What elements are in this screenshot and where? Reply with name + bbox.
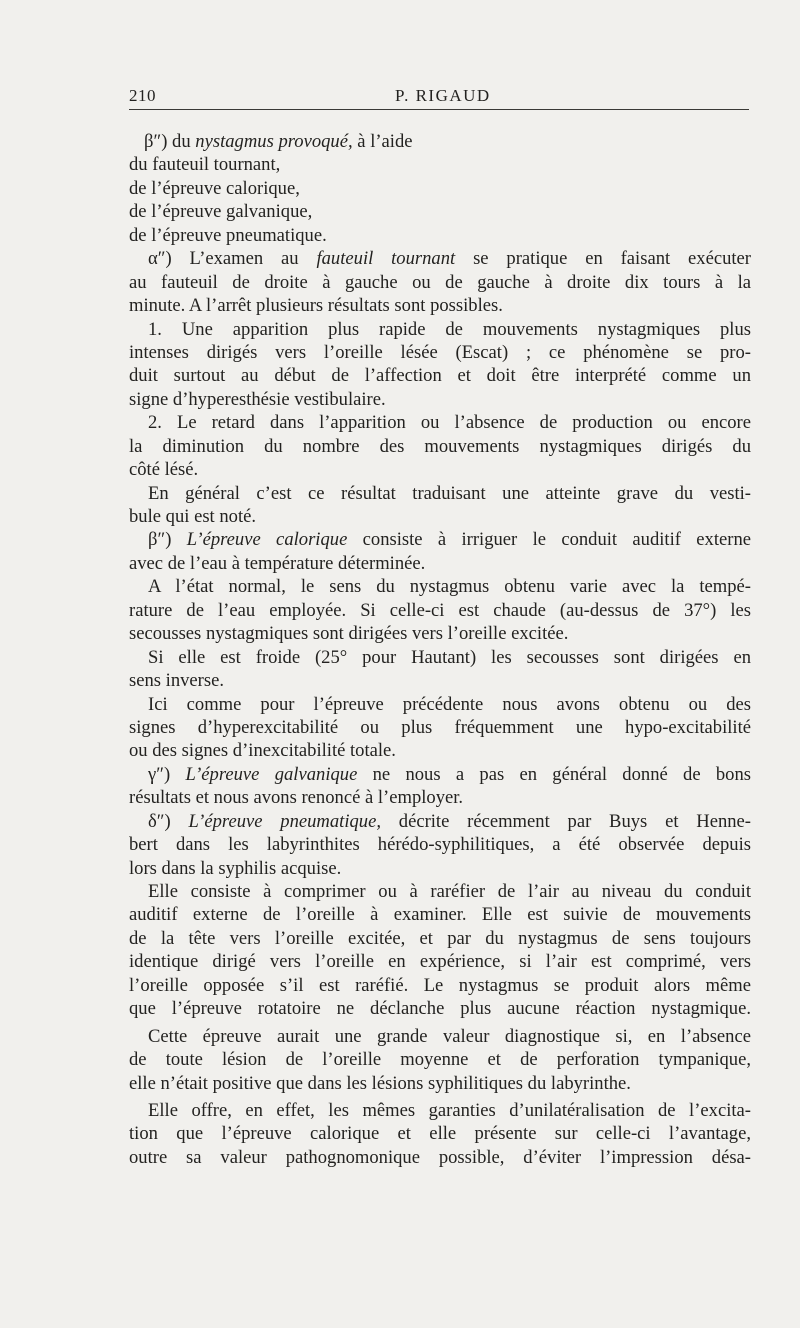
text-run: Ici comme pour l’épreuve précédente nous avons obtenu ou des [148,693,751,715]
text-line [129,1048,751,1071]
text-run: γ″) [148,763,186,785]
text-run: avec de l’eau à température déterminée. [129,552,426,574]
text-run: de toute lésion de l’oreille moyenne et de perforation tympanique, [129,1049,751,1071]
text-run: Elle consiste à comprimer ou à raréfier de l’air au niveau du conduit [148,881,751,902]
text-line [129,130,751,153]
text-line [129,341,751,364]
text-line [129,716,751,739]
text-run: consiste à irriguer le conduit auditif externe [347,529,751,551]
paragraph [129,880,751,1021]
text-run: résultats et nous avons renoncé à l’employer. [129,787,464,809]
text-line [129,857,751,880]
paragraph [129,1099,751,1169]
text-run: de l’épreuve galvanique, [129,201,313,223]
text-run: Si elle est froide (25° pour Hautant) les secousses sont dirigées en [148,646,751,668]
text-line [129,153,751,176]
text-line [129,1099,751,1122]
text-line [129,739,751,762]
text-run: Cette épreuve aurait une grande valeur diagnostique si, en l’absence [148,1025,751,1047]
paragraph [129,482,751,529]
text-line [129,903,751,926]
text-line [129,693,751,716]
text-line [129,271,751,294]
paragraph [129,247,751,317]
text-run: secousses nystagmiques sont dirigées vers l’oreille excitée. [129,623,569,645]
text-line [129,763,751,786]
text-run: au fauteuil de droite à gauche ou de gauche à droite dix tours à la [129,271,751,293]
text-line [129,364,751,387]
text-run: tion que l’épreuve calorique et elle présente sur celle-ci l’avantage, [129,1123,751,1145]
text-line [129,950,751,973]
text-run: β″) du [144,131,196,152]
text-line [129,411,751,434]
text-line [129,1025,751,1048]
paragraph [129,646,751,693]
text-run: décrite récemment par Buys et Henne- [380,810,751,832]
text-run: sens inverse. [129,670,225,692]
text-run: côté lésé. [129,459,199,481]
paragraph [129,1025,751,1095]
paragraph [129,130,751,247]
running-head-author: P. RIGAUD [395,86,491,105]
text-run: outre sa valeur pathognomonique possible, d’éviter l’impression désa- [129,1146,751,1168]
paragraph [129,763,751,810]
text-run: identique dirigé vers l’oreille en expérience, si l’air est comprimé, vers [129,951,751,973]
text-line [129,1122,751,1145]
page-number: 210 [129,86,156,105]
text-run: A l’état normal, le sens du nystagmus obtenu varie avec la tempé- [148,576,751,598]
text-run: bert dans les labyrinthites hérédo-syphilitiques, a été observée depuis [129,834,751,856]
text-line [129,974,751,997]
text-line [129,880,751,903]
text-line [129,599,751,622]
text-line [129,786,751,809]
text-run: ne nous a pas en général donné de bons [357,763,751,785]
text-line [129,528,751,551]
text-run: ou des signes d’inexcitabilité totale. [129,740,396,762]
text-run: 1. Une apparition plus rapide de mouvements nystagmiques plus [148,318,751,340]
text-line [129,318,751,341]
text-line [129,247,751,270]
text-run: de l’épreuve calorique, [129,177,300,199]
italic-term: fauteuil tournant [316,248,456,270]
text-run: se pratique en faisant exécuter [455,248,751,270]
running-header [129,83,749,110]
italic-term: L’épreuve pneumatique, [188,810,381,832]
text-run: 2. Le retard dans l’apparition ou l’absence de production ou encore [148,412,751,434]
paragraph [129,575,751,645]
text-line [129,482,751,505]
text-run: lors dans la syphilis acquise. [129,857,342,879]
italic-term: L’épreuve galvanique [185,763,358,785]
text-run: duit surtout au début de l’affection et doit être interprété comme un [129,365,751,387]
text-line [129,435,751,458]
text-line [129,505,751,528]
text-run: signes d’hyperexcitabilité ou plus fréquemment une hypo-excitabilité [129,716,751,738]
text-line [129,388,751,411]
paragraph [129,528,751,575]
text-run: auditif externe de l’oreille à examiner. Elle est suivie de mouvements [129,904,751,926]
text-run: de la tête vers l’oreille excitée, et par du nystagmus de sens toujours [129,927,751,949]
text-line [129,622,751,645]
text-run: minute. A l’arrêt plusieurs résultats sont possibles. [129,295,503,317]
paragraph [129,810,751,880]
text-line [129,669,751,692]
text-run: intenses dirigés vers l’oreille lésée (Escat) ; ce phénomène se pro- [129,341,751,363]
text-run: α″) L’examen au [148,248,317,270]
text-run: En général c’est ce résultat traduisant une atteinte grave du vesti- [148,482,751,504]
text-run: elle n’était positive que dans les lésions syphilitiques du labyrinthe. [129,1072,631,1094]
text-run: que l’épreuve rotatoire ne déclanche plus aucune réaction nystagmique. [129,998,751,1020]
text-line [129,646,751,669]
text-run: à l’aide [352,131,413,152]
text-line [129,927,751,950]
text-run: de l’épreuve pneumatique. [129,224,327,246]
text-run: δ″) [148,810,189,832]
text-line [129,458,751,481]
text-run: l’oreille opposée s’il est raréfié. Le nystagmus se produit alors même [129,974,751,996]
text-run: la diminution du nombre des mouvements nystagmiques dirigés du [129,435,751,457]
paragraph [129,318,751,412]
text-line [129,810,751,833]
text-line [129,575,751,598]
text-run: du fauteuil tournant, [129,154,281,176]
text-line [129,997,751,1020]
text-line [129,294,751,317]
paragraph [129,411,751,481]
text-run: rature de l’eau employée. Si celle-ci est chaude (au-dessus de 37°) les [129,599,751,621]
text-line [129,1072,751,1095]
text-run: signe d’hyperesthésie vestibulaire. [129,388,386,410]
text-run: Elle offre, en effet, les mêmes garanties d’unilatéralisation de l’excita- [148,1099,751,1121]
text-line [129,224,751,247]
text-line [129,833,751,856]
text-line [129,552,751,575]
text-line [129,200,751,223]
italic-term: nystagmus provoqué, [195,131,353,152]
text-line [129,177,751,200]
paragraph [129,693,751,763]
text-run: bule qui est noté. [129,506,257,527]
body-text [129,130,751,1169]
text-run: β″) [148,529,187,551]
italic-term: L’épreuve calorique [186,529,348,551]
text-line [129,1146,751,1169]
